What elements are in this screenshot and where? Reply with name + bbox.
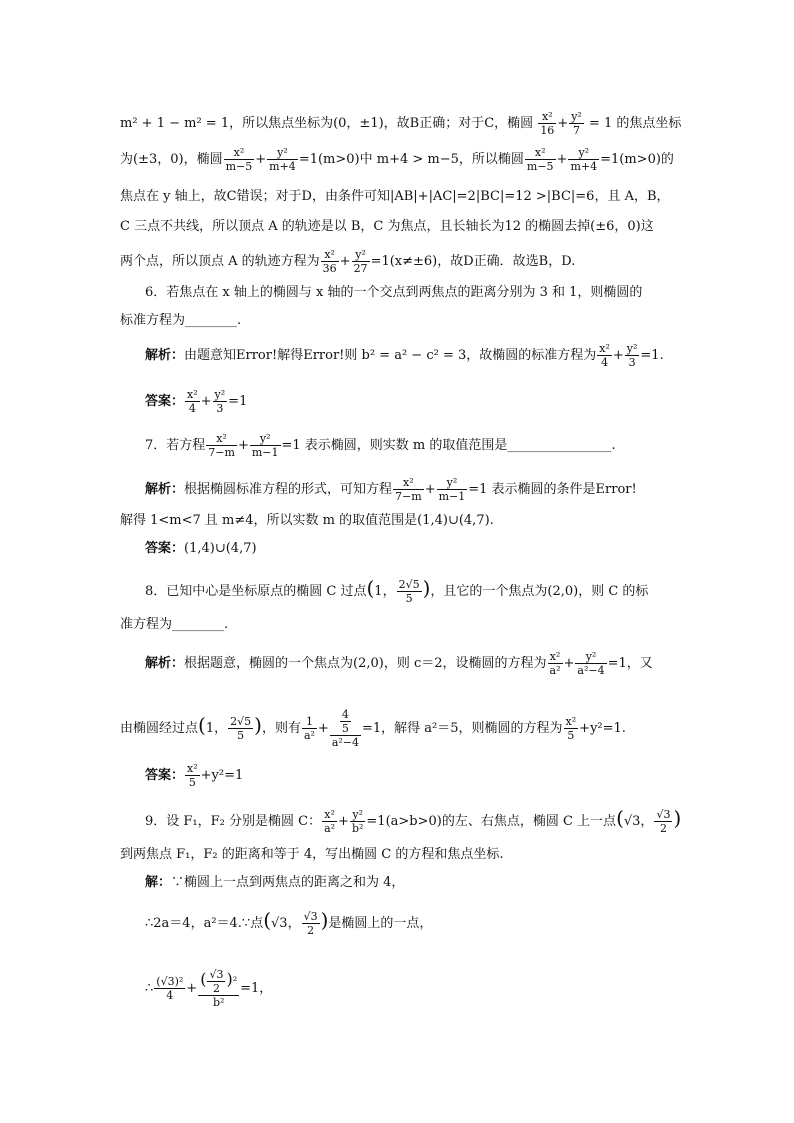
text: m² + 1 − m² = 1，所以焦点坐标为(0，±1)，故B正确；对于C，椭圆: [120, 116, 534, 131]
text: =1.: [640, 348, 664, 363]
text: =1 表示椭圆的条件是Error!: [468, 482, 637, 497]
text: =1，解得 a²＝5，则椭圆的方程为: [362, 721, 563, 736]
fraction: $\frac{\text{y²}}{m-1}$: [251, 432, 279, 459]
fraction: $\frac{\text{x²}}{5}$: [187, 762, 198, 789]
answer-label: 答案：: [145, 541, 185, 556]
question-8-stem-cont: 准方程为________.: [120, 617, 229, 632]
fraction: $\frac{√3}{2}$: [209, 968, 224, 995]
question-7-answer: [145, 540, 705, 558]
text: =1(m>0)中 m+4 > m−5，所以椭圆: [298, 152, 524, 167]
question-6-stem: 6．若焦点在 x 轴上的椭圆与 x 轴的一个交点到两焦点的距离分别为 3 和 1，则椭圆的: [145, 285, 643, 300]
text: ，且它的一个焦点为(2,0)，则 C 的标: [430, 584, 649, 599]
fraction: $\frac{√3}{2}$: [656, 808, 671, 835]
answer-label: 答案：: [145, 768, 185, 783]
question-6-answer: 答案： $\frac{\text{x²}}{4}$ + $\frac{\text{y²}}{3}$ =1: [145, 388, 248, 415]
question-6-stem-cont: 标准方程为________.: [120, 313, 242, 328]
fraction: $\frac{\text{x²}}{7-m}$: [395, 476, 422, 503]
question-8-solution: 解析：根据题意，椭圆的一个焦点为(2,0)，则 c＝2，设椭圆的方程为 $\frac{\text{x²}}{\text{a²}}$ + $\frac{\text{y²}}{\text{a²−4}}$ =1，又: [145, 650, 653, 677]
question-9-solution-line2: ∴2a＝4，a²＝4.∵点(√3， $\frac{√3}{2}$ )是椭圆上的一点，: [145, 908, 433, 937]
fraction: $\frac{\text{x²}}{16}$: [540, 110, 555, 137]
fraction: $\frac{2√5}{5}$: [398, 578, 420, 605]
question-9-solution-line3: ∴ $\frac{\text{(√3)²}}{4}$ + ( $\frac{√3}{2}$ )² b² =1，: [145, 968, 273, 1009]
question-6-solution: 解析：由题意知Error!解得Error!则 b² = a² − c² = 3，故椭圆的标准方程为 $\frac{\text{x²}}{4}$ + $\frac{\text{y²}}{3}$ =1.: [145, 342, 664, 369]
text: (1,4)∪(4,7): [184, 541, 257, 556]
text: 为(±3，0)，椭圆: [120, 152, 223, 167]
question-9-stem-cont: 到两焦点 F₁，F₂ 的距离和等于 4，写出椭圆 C 的方程和焦点坐标.: [120, 847, 504, 862]
answer-label: 答案：: [145, 394, 185, 409]
text: 两个点，所以顶点 A 的轨迹方程为: [120, 254, 320, 269]
text: =1: [228, 394, 248, 409]
solution-label: 解析：: [145, 482, 185, 497]
text: =1，又: [607, 656, 653, 671]
text: =1 表示椭圆，则实数 m 的取值范围是________________.: [281, 438, 616, 453]
text: 是椭圆上的一点，: [328, 916, 433, 931]
text: 由椭圆经过点: [120, 721, 199, 736]
text: 8．已知中心是坐标原点的椭圆 C 过点: [145, 584, 367, 599]
fraction: $\frac{\text{y²}}{7}$: [571, 110, 582, 137]
fraction: $\frac{\text{y²}}{m+4}$: [269, 146, 296, 173]
fraction: $\frac{\text{y²}}{\text{b²}}$: [351, 808, 364, 835]
question-9-stem: 9．设 F₁，F₂ 分别是椭圆 C： $\frac{\text{x²}}{\text{a²}}$ + $\frac{\text{y²}}{\text{b²}}$ =1(a>b>0)的左、右焦点，椭圆 C 上一点(√3， $\frac{√3}{2}$ ): [145, 806, 682, 835]
fraction: $\frac{\text{x²}}{7-m}$: [208, 432, 235, 459]
fraction: $\frac{\text{x²}}{36}$: [322, 248, 337, 275]
question-8-stem: 8．已知中心是坐标原点的椭圆 C 过点(1， $\frac{2√5}{5}$ )，且它的一个焦点为(2,0)，则 C 的标: [145, 576, 649, 605]
fraction: $\frac{\text{x²}}{m-5}$: [225, 146, 253, 173]
fraction: $\frac{\text{y²}}{m-1}$: [438, 476, 466, 503]
text-line: C 三点不共线，所以顶点 A 的轨迹是以 B，C 为焦点，且长轴长为12 的椭圆去掉(±6，0)这: [120, 219, 654, 234]
text: √3，: [623, 814, 654, 829]
fraction: $\frac{\text{(√3)²}}{4}$: [156, 975, 184, 1002]
text: 1，: [205, 721, 228, 736]
text: ∵椭圆上一点到两焦点的距离之和为 4，: [171, 875, 405, 890]
solution-label: 解：: [145, 875, 172, 890]
text: 由题意知Error!解得Error!则 b² = a² − c² = 3，故椭圆的标准方程为: [184, 348, 597, 363]
fraction: $\frac{\text{x²}}{m-5}$: [526, 146, 554, 173]
fraction: $\frac{1}{\text{a²}}$: [303, 715, 315, 742]
text: = 1 的焦点坐标: [588, 116, 682, 131]
text: 根据椭圆标准方程的形式，可知方程: [184, 482, 393, 497]
fraction: $\frac{√3}{2}$: [303, 910, 318, 937]
question-7-solution: 解析：根据椭圆标准方程的形式，可知方程 $\frac{\text{x²}}{7-m}$ + $\frac{\text{y²}}{m-1}$ =1 表示椭圆的条件是Error!: [145, 476, 637, 503]
solution-label: 解析：: [145, 656, 185, 671]
question-7-solution-cont: 解得 1<m<7 且 m≠4，所以实数 m 的取值范围是(1,4)∪(4,7).: [120, 513, 494, 528]
text: 9．设 F₁，F₂ 分别是椭圆 C：: [145, 814, 322, 829]
text: √3，: [271, 916, 301, 931]
fraction: $\frac{\text{y²}}{\text{a²−4}}$: [577, 650, 605, 677]
text-line: 为(±3，0)，椭圆 $\frac{\text{x²}}{m-5}$ + $\frac{\text{y²}}{m+4}$ =1(m>0)中 m+4 > m−5，所以椭圆 $\frac{\text{x²}}{m-5}$ + $\frac{\text{y²}}{m+4}$ =1(m>0)的: [120, 146, 674, 173]
text: =1，: [240, 981, 273, 996]
fraction: $\frac{4}{5}$: [341, 708, 349, 735]
fraction: $\frac{\text{y²}}{3}$: [626, 342, 638, 369]
fraction: $\frac{\text{x²}}{5}$: [565, 715, 577, 742]
fraction: $\frac{\text{y²}}{m+4}$: [570, 146, 598, 173]
question-9-solution: [145, 874, 705, 892]
fraction: $\frac{\text{y²}}{3}$: [214, 388, 226, 415]
fraction: $\frac{\text{x²}}{4}$: [599, 342, 610, 369]
question-8-solution-cont: 由椭圆经过点(1， $\frac{2√5}{5}$ )，则有 $\frac{1}{\text{a²}}$ + $\frac{\frac{4}{5}}{\text{a²−4}}$ =1，解得 a²＝5，则椭圆的方程为 $\frac{\text{x²}}{5}$ +y²=1.: [120, 708, 626, 749]
fraction: $\frac{2√5}{5}$: [230, 715, 252, 742]
solution-label: 解析：: [145, 348, 185, 363]
text: 7．若方程: [145, 438, 206, 453]
text-line: 两个点，所以顶点 A 的轨迹方程为 $\frac{\text{x²}}{36}$ + $\frac{\text{y²}}{27}$ =1(x≠±6)，故D正确．故选B，D.: [120, 248, 576, 275]
fraction: $\frac{\text{x²}}{4}$: [187, 388, 198, 415]
text: =1(m>0)的: [600, 152, 674, 167]
question-7-stem: 7．若方程 $\frac{\text{x²}}{7-m}$ + $\frac{\text{y²}}{m-1}$ =1 表示椭圆，则实数 m 的取值范围是________________.: [145, 432, 616, 459]
text: +y²=1.: [579, 721, 626, 736]
text: 根据题意，椭圆的一个焦点为(2,0)，则 c＝2，设椭圆的方程为: [184, 656, 547, 671]
fraction: $\frac{\text{x²}}{\text{a²}}$: [549, 650, 561, 677]
text: ，则有: [261, 721, 301, 736]
compound-fraction: ( $\frac{√3}{2}$ )² b²: [200, 968, 238, 1009]
text: +y²=1: [200, 768, 244, 783]
text-line: m² + 1 − m² = 1，所以焦点坐标为(0，±1)，故B正确；对于C，椭圆 $\frac{\text{x²}}{16}$ + $\frac{\text{y²}}{7}$ = 1 的焦点坐标: [120, 110, 682, 137]
fraction: $\frac{\text{x²}}{\text{a²}}$: [324, 808, 336, 835]
text: =1(x≠±6)，故D正确．故选B，D.: [370, 254, 576, 269]
fraction: $\frac{\text{y²}}{27}$: [353, 248, 368, 275]
text: =1(a>b>0)的左、右焦点，椭圆 C 上一点: [366, 814, 617, 829]
text: 1，: [374, 584, 396, 599]
text: ∴: [145, 981, 154, 996]
compound-fraction: $\frac{\frac{4}{5}}{\text{a²−4}}$: [331, 708, 360, 749]
question-8-answer: [145, 762, 705, 789]
text: ∴2a＝4，a²＝4.∵点: [145, 916, 264, 931]
text-line: 焦点在 y 轴上，故C错误；对于D，由条件可知|AB|+|AC|=2|BC|=12 >|BC|=6，且 A，B，: [120, 189, 670, 204]
